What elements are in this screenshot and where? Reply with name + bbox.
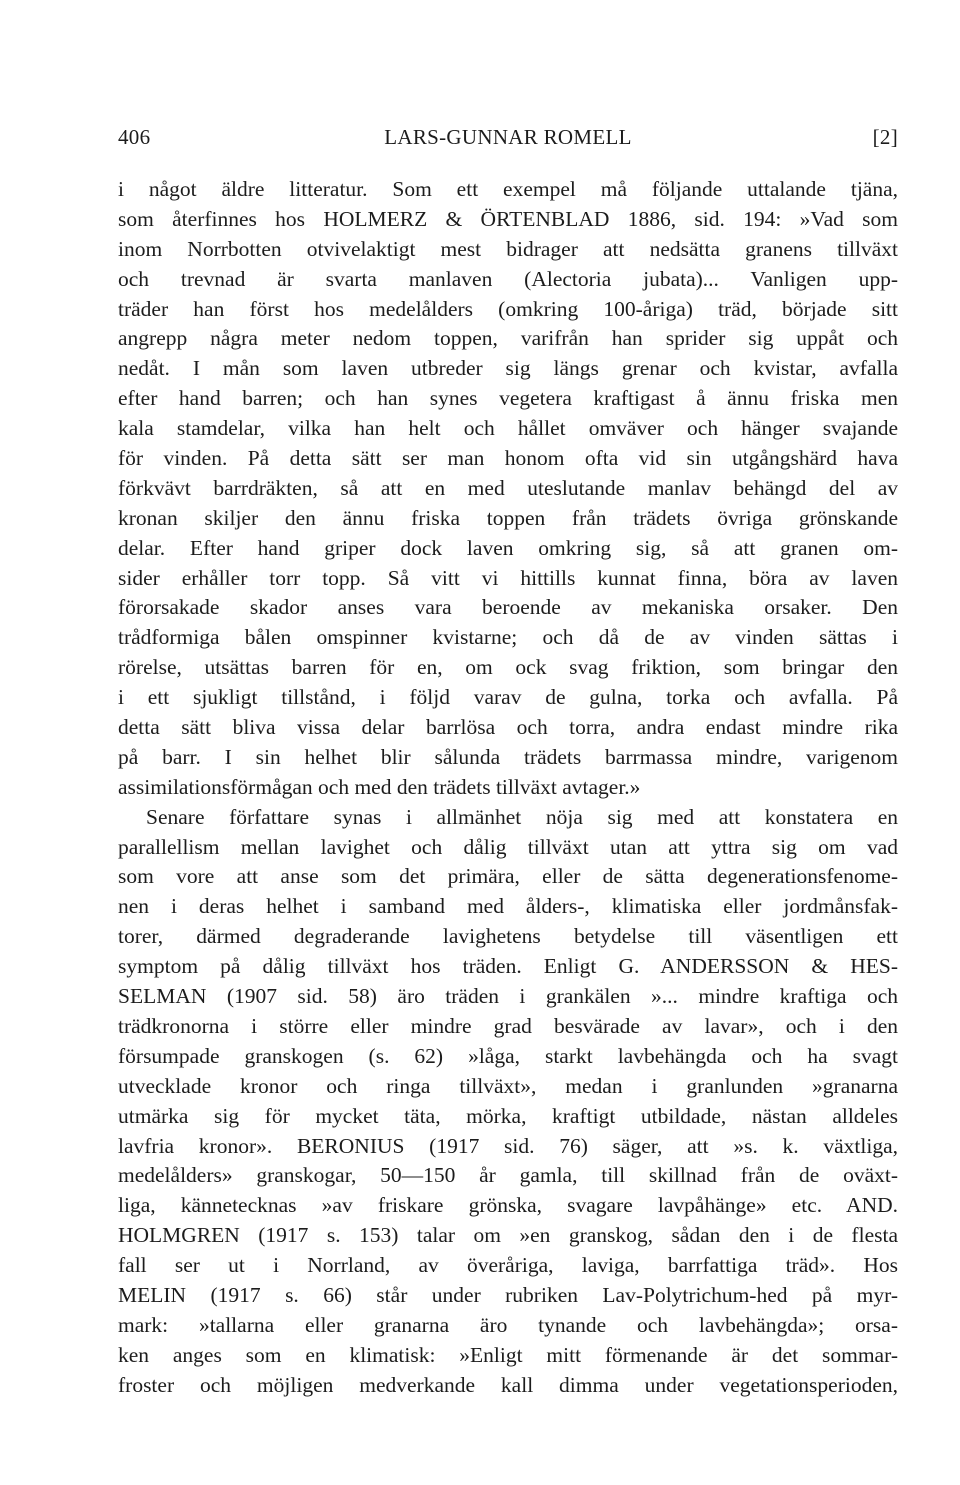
text-line: utvecklade kronor och ringa tillväxt», medan i granlunden »granarna bbox=[118, 1073, 898, 1098]
text-line: och trevnad är svarta manlaven (Alectoria jubata)... Vanligen upp- bbox=[118, 266, 898, 291]
text-line: på barr. I sin helhet blir sålunda trädets barrmassa mindre, varigenom bbox=[118, 744, 898, 769]
text-line: kala stamdelar, vilka han helt och hållet omväver och hänger svajande bbox=[118, 416, 898, 441]
text-line: liga, kännetecknas »av friskare grönska, svagare lavpåhänge» etc. AND. bbox=[118, 1193, 898, 1218]
text-line: froster och möjligen medverkande kall dimma under vegetationsperioden, bbox=[118, 1372, 898, 1397]
text-line: assimilationsförmågan och med den trädets tillväxt avtager.» bbox=[118, 774, 641, 799]
text-line: som vore att anse som det primära, eller de sätta degenerationsfenome- bbox=[118, 864, 898, 889]
text-line: mark: »tallarna eller granarna äro tynande och lavbehängda»; orsa- bbox=[118, 1312, 898, 1337]
text-line: trådformiga bålen omspinner kvistarne; och då de av vinden sättas i bbox=[118, 625, 898, 650]
text-line: delar. Efter hand griper dock laven omkring sig, så att granen om- bbox=[118, 535, 898, 560]
text-line: förkvävt barrdräkten, så att en med uteslutande manlav behängd del av bbox=[118, 475, 898, 500]
text-line: för vinden. På detta sätt ser man honom ofta vid sin utgångshärd hava bbox=[118, 446, 898, 471]
text-line: i ett sjukligt tillstånd, i följd varav de gulna, torka och avfalla. På bbox=[118, 685, 898, 710]
text-line: lavfria kronor». BERONIUS (1917 sid. 76) säger, att »s. k. växtliga, bbox=[118, 1133, 898, 1158]
running-head-author: LARS-GUNNAR ROMELL bbox=[384, 125, 632, 149]
text-line: parallellism mellan lavighet och dålig tillväxt utan att yttra sig om vad bbox=[118, 834, 898, 859]
text-line: detta sätt bliva vissa delar barrlösa och torra, andra endast mindre rika bbox=[118, 715, 898, 740]
text-line: inom Norrbotten otvivelaktigt mest bidrager att nedsätta granens tillväxt bbox=[118, 236, 898, 261]
text-line: medelålders» granskogar, 50—150 år gamla, till skillnad från de oväxt- bbox=[118, 1163, 898, 1188]
text-line: förorsakade skador anses vara beroende av mekaniska orsaker. Den bbox=[118, 595, 898, 620]
text-line: trädkronorna i större eller mindre grad besvärade av lavar», och i den bbox=[118, 1013, 898, 1038]
text-line: träder han först hos medelålders (omkring 100-åriga) träd, började sitt bbox=[118, 296, 898, 321]
text-line: symptom på dålig tillväxt hos träden. Enligt G. ANDERSSON & HES- bbox=[118, 954, 898, 979]
text-line: torer, därmed degraderande lavighetens betydelse till väsentligen ett bbox=[118, 924, 898, 949]
running-head bbox=[118, 125, 898, 155]
text-line: utmärka sig för mycket täta, mörka, kraftigt utbildade, nästan alldeles bbox=[118, 1103, 898, 1128]
text-line: sider erhåller torr topp. Så vitt vi hittills kunnat finna, böra av laven bbox=[118, 565, 898, 590]
text-line: MELIN (1917 s. 66) står under rubriken Lav-Polytrichum-hed på myr- bbox=[118, 1282, 898, 1307]
text-line: ken anges som en klimatisk: »Enligt mitt förmenande är det sommar- bbox=[118, 1342, 898, 1367]
body-text bbox=[118, 175, 898, 1401]
text-line: nen i deras helhet i samband med ålders-, klimatiska eller jordmånsfak- bbox=[118, 894, 898, 919]
page-number: 406 bbox=[118, 125, 151, 149]
text-line: efter hand barren; och han synes vegetera kraftigast å ännu friska men bbox=[118, 386, 898, 411]
text-line: fall ser ut i Norrland, av överåriga, laviga, barrfattiga träd». Hos bbox=[118, 1253, 898, 1278]
text-line: i något äldre litteratur. Som ett exempel må följande uttalande tjäna, bbox=[118, 177, 898, 201]
text-line: rörelse, utsättas barren för en, om ock svag friktion, som bringar den bbox=[118, 655, 898, 680]
text-line: kronan skiljer den ännu friska toppen från trädets övriga grönskande bbox=[118, 505, 898, 530]
text-line: angrepp några meter nedom toppen, varifrån han sprider sig uppåt och bbox=[118, 326, 898, 351]
text-line: HOLMGREN (1917 s. 153) talar om »en granskog, sådan den i de flesta bbox=[118, 1223, 898, 1248]
running-head-section: [2] bbox=[872, 125, 898, 149]
text-line: försumpade granskogen (s. 62) »låga, starkt lavbehängda och ha svagt bbox=[118, 1043, 898, 1068]
text-line: som återfinnes hos HOLMERZ & ÖRTENBLAD 1886, sid. 194: »Vad som bbox=[118, 206, 898, 231]
text-line: nedåt. I mån som laven utbreder sig längs grenar och kvistar, avfalla bbox=[118, 356, 898, 381]
text-line: Senare författare synas i allmänhet nöja sig med att konstatera en bbox=[146, 804, 898, 829]
text-line: SELMAN (1907 sid. 58) äro träden i grankälen »... mindre kraftiga och bbox=[118, 984, 898, 1009]
